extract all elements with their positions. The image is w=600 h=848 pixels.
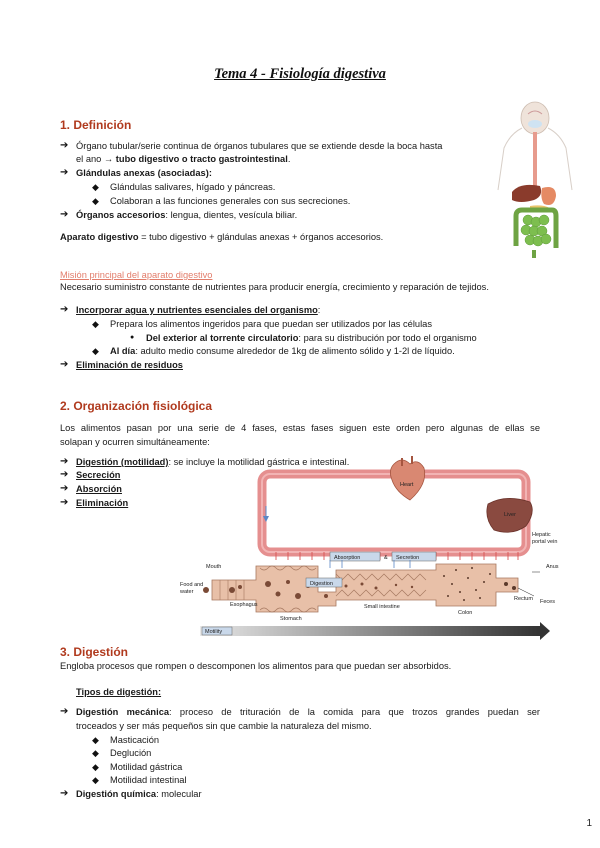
liver-label: Liver (504, 512, 516, 518)
heart-label: Heart (400, 482, 414, 488)
mecanica-term: Digestión mecánica (76, 707, 170, 717)
arrow-bullet-icon: ➔ (60, 304, 69, 315)
page-number: 1 (586, 818, 592, 829)
al-dia-term: Al día (110, 346, 136, 356)
quimica-text: : molecular (156, 789, 202, 799)
torrente-term: Del exterior al torrente circulatorio (146, 333, 299, 343)
definition-text: el ano (76, 154, 104, 164)
rectum-label: Rectum (514, 596, 533, 602)
organos-item (76, 209, 297, 221)
mision-sub-1: Prepara los alimentos ingeridos para que puedan ser utilizados por las células (110, 319, 432, 329)
diamond-bullet-icon: ◆ (92, 196, 99, 206)
mision-sub-sub (146, 332, 477, 344)
arrow-bullet-icon: ➔ (60, 140, 69, 151)
definition-line-2 (76, 153, 290, 165)
phase-1-term: Digestión (motilidad) (76, 457, 169, 467)
small-intestine-label: Small intestine (364, 604, 400, 610)
glandulas-sub-1: Glándulas salivares, hígado y páncreas. (110, 182, 276, 192)
organos-term: Órganos accesorios (76, 210, 166, 220)
mecanica-sub-1: Masticación (110, 735, 160, 745)
page-title: Tema 4 - Fisiología digestiva (214, 66, 386, 82)
diamond-bullet-icon: ◆ (92, 182, 99, 192)
mision-item-1 (76, 304, 320, 316)
section-2-para-line-1: Los alimentos pasan por una serie de 4 fases, estas fases siguen este orden pero algunas de ellas se (60, 423, 540, 433)
section-2-para-line-2: solapan y ocurren simultáneamente: (60, 437, 210, 447)
arrow-bullet-icon: ➔ (60, 788, 69, 799)
diamond-bullet-icon: ◆ (92, 735, 99, 745)
mision-heading: Misión principal del aparato digestivo (60, 270, 213, 280)
mision-item-1-term: Incorporar agua y nutrientes esenciales del organismo (76, 305, 318, 315)
mision-item-1-colon: : (317, 305, 321, 315)
mecanica-line-2: troceados y ser más pequeños sin que cambie la naturaleza del mismo. (76, 721, 372, 731)
aparato-term: Aparato digestivo (60, 232, 139, 242)
definition-term: tubo digestivo o tracto gastrointestinal (113, 154, 288, 164)
arrow-bullet-icon: ➔ (60, 483, 69, 494)
digestive-process-diagram (180, 456, 566, 642)
phase-1-text: : se incluye la motilidad gástrica e intestinal. (168, 457, 350, 467)
section-2-heading: 2. Organización fisiológica (60, 399, 213, 413)
absorption-label: Absorption (334, 555, 361, 561)
mecanica-sub-4: Motilidad intestinal (110, 775, 187, 785)
section-3-heading: 3. Digestión (60, 645, 129, 659)
food-and-label: Food and (180, 582, 204, 588)
glandulas-term: Glándulas anexas (asociadas) (76, 168, 209, 178)
diamond-bullet-icon: ◆ (92, 775, 99, 785)
motility-label: Motility (205, 629, 223, 635)
section-3-text: Engloba procesos que rompen o descomponen los alimentos para que puedan ser absorbidos. (60, 661, 452, 671)
circulation-loop (262, 474, 526, 552)
aparato-text: = tubo digestivo + glándulas anexas + órganos accesorios. (138, 232, 384, 242)
and-label: & (384, 555, 388, 561)
glandulas-item (76, 167, 212, 179)
quimica-term: Digestión química (76, 789, 157, 799)
motility-bar (200, 626, 540, 636)
stomach-label: Stomach (280, 616, 302, 622)
definition-line-1: Órgano tubular/serie continua de órganos tubulares que se extiende desde la boca hasta (76, 141, 443, 151)
arrow-bullet-icon: ➔ (60, 706, 69, 717)
diamond-bullet-icon: ◆ (92, 748, 99, 758)
arrow-bullet-icon: ➔ (60, 469, 69, 480)
arrow-bullet-icon: ➔ (60, 497, 69, 508)
right-arrow-icon: → (103, 154, 114, 164)
arrow-bullet-icon: ➔ (60, 209, 69, 220)
portal-vein-label: portal vein (532, 539, 558, 545)
arrow-bullet-icon: ➔ (60, 167, 69, 178)
feces-label: Feces (540, 599, 555, 605)
round-bullet-icon: ● (130, 334, 135, 341)
mecanica-line-1 (76, 706, 540, 719)
phase-4: Eliminación (76, 498, 129, 508)
mecanica-sub-2: Deglución (110, 748, 152, 758)
colon-label: Colon (458, 610, 473, 616)
water-label: water (180, 589, 194, 595)
glandulas-sub-2: Colaboran a las funciones generales con sus secreciones. (110, 196, 351, 206)
al-dia-text: : adulto medio consume alrededor de 1kg de alimento sólido y 1-2l de líquido. (135, 346, 455, 356)
arrow-bullet-icon: ➔ (60, 456, 69, 467)
organos-text: : lengua, dientes, vesícula biliar. (165, 210, 298, 220)
mision-sub-2 (110, 345, 455, 357)
diamond-bullet-icon: ◆ (92, 762, 99, 772)
quimica-item (76, 788, 202, 800)
mision-item-2: Eliminación de residuos (76, 360, 183, 370)
esophagus-label: Esophagus (230, 602, 258, 608)
torrente-text: : para su distribución por todo el organismo (298, 333, 477, 343)
digestion-label: Digestion (310, 581, 333, 587)
hepatic-label: Hepatic (532, 532, 551, 538)
mouth-label: Mouth (206, 564, 222, 570)
diamond-bullet-icon: ◆ (92, 319, 99, 329)
arrow-bullet-icon: ➔ (60, 359, 69, 370)
definition-end: . (287, 154, 291, 164)
mision-text: Necesario suministro constante de nutrientes para producir energía, crecimiento y reparación de tejidos. (60, 282, 489, 292)
digestive-system-illustration (490, 100, 580, 260)
heart-icon (390, 456, 424, 500)
phase-3: Absorción (76, 484, 122, 494)
anus-label: Anus (546, 564, 559, 570)
tipos-heading: Tipos de digestión: (76, 687, 162, 697)
aparato-summary (60, 231, 383, 243)
section-1-heading: 1. Definición (60, 118, 132, 132)
glandulas-colon: : (208, 168, 212, 178)
mecanica-sub-3: Motilidad gástrica (110, 762, 183, 772)
secretion-label: Secretion (396, 555, 420, 561)
phase-2: Secreción (76, 470, 121, 480)
diamond-bullet-icon: ◆ (92, 346, 99, 356)
mecanica-text: : proceso de trituración de la comida para que trozos grandes puedan ser (169, 707, 540, 717)
